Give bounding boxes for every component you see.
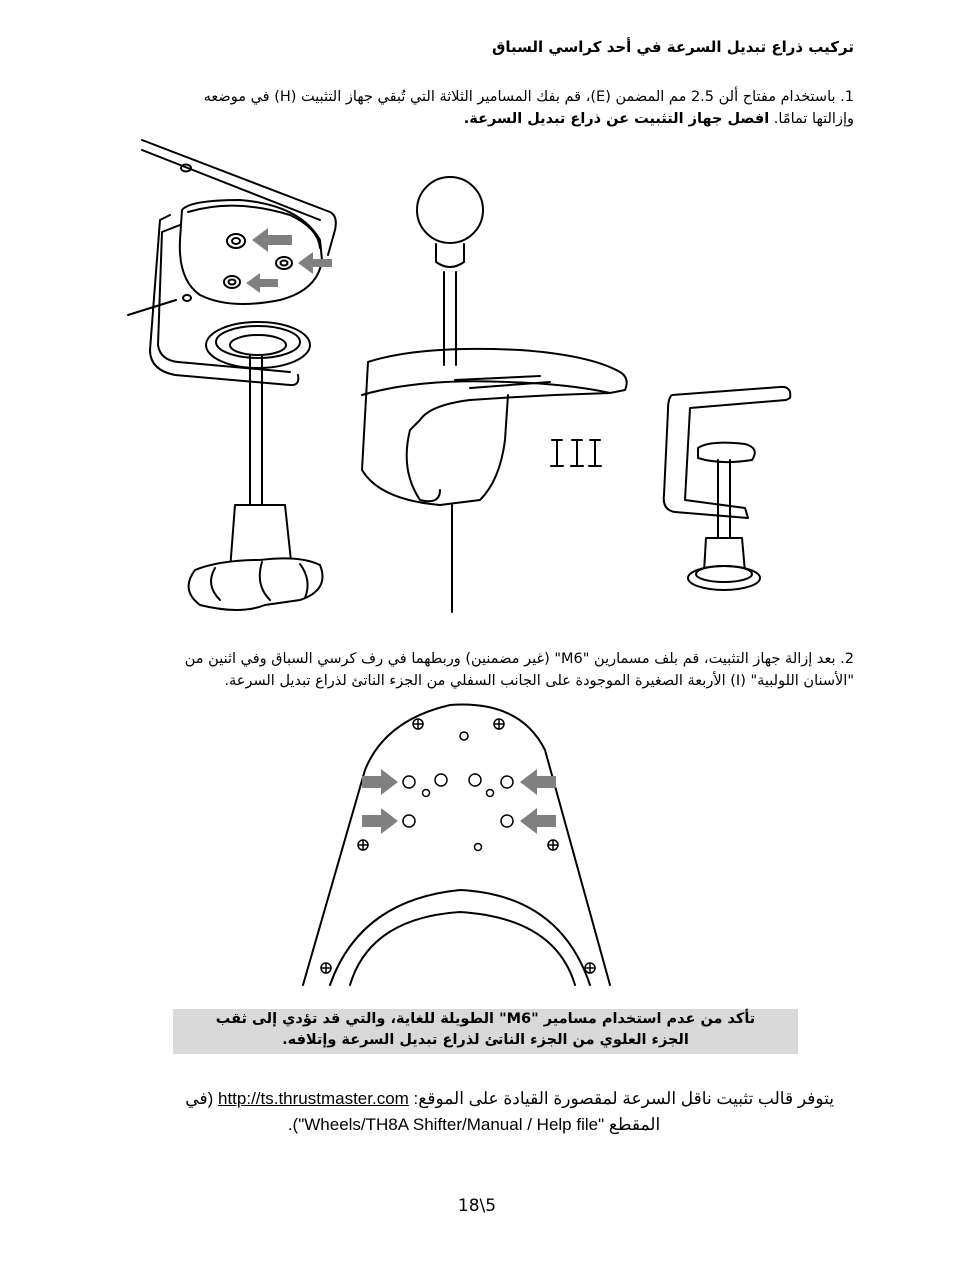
- screw-hole-icons: [321, 719, 595, 973]
- page-title: تركيب ذراع تبديل السرعة في أحد كراسي السباق: [491, 38, 854, 56]
- availability-line-2: المقطع "Wheels/TH8A Shifter/Manual / Help file").: [287, 1115, 661, 1134]
- step-2-line-1: 2. بعد إزالة جهاز التثبيت، قم بلف مسمارين "M6" (غير مضمنين) وربطهما في رف كرسي السباق وفي اثنين من: [184, 651, 854, 667]
- warning-note-line-1: تأكد من عدم استخدام مسامير "M6" الطويلة للغاية، والتي قد تؤدي إلى ثقب: [215, 1011, 756, 1027]
- thrustmaster-link[interactable]: http://ts.thrustmaster.com: [217, 1089, 409, 1108]
- availability-text: يتوفر قالب تثبيت ناقل السرعة لمقصورة القيادة على الموقع:: [408, 1089, 834, 1108]
- page-number: 18\5: [457, 1196, 497, 1216]
- warning-note: [173, 1009, 798, 1054]
- step-1-line-2-bold: افصل جهاز التثبيت عن ذراع تبديل السرعة.: [463, 111, 770, 127]
- step-1-line-1: 1. باستخدام مفتاح ألن 2.5 مم المضمن (E)، قم بفك المسامير الثلاثة التي تُبقي جهاز التثبيت (H) في موضعه: [203, 89, 854, 105]
- step-2-line-2: "الأسنان اللولبية" (I) الأربعة الصغيرة الموجودة على الجانب السفلي من الجزء الناتئ لذراع تبديل السرعة.: [224, 673, 854, 689]
- arrow-icons: [362, 769, 556, 834]
- step-1-line-2-plain: وإزالتها تمامًا.: [769, 111, 854, 127]
- availability-after-url: (في: [185, 1089, 218, 1108]
- template-availability-text: [114, 1086, 834, 1138]
- warning-note-line-2: الجزء العلوي من الجزء الناتئ لذراع تبديل السرعة وإتلافه.: [282, 1032, 689, 1048]
